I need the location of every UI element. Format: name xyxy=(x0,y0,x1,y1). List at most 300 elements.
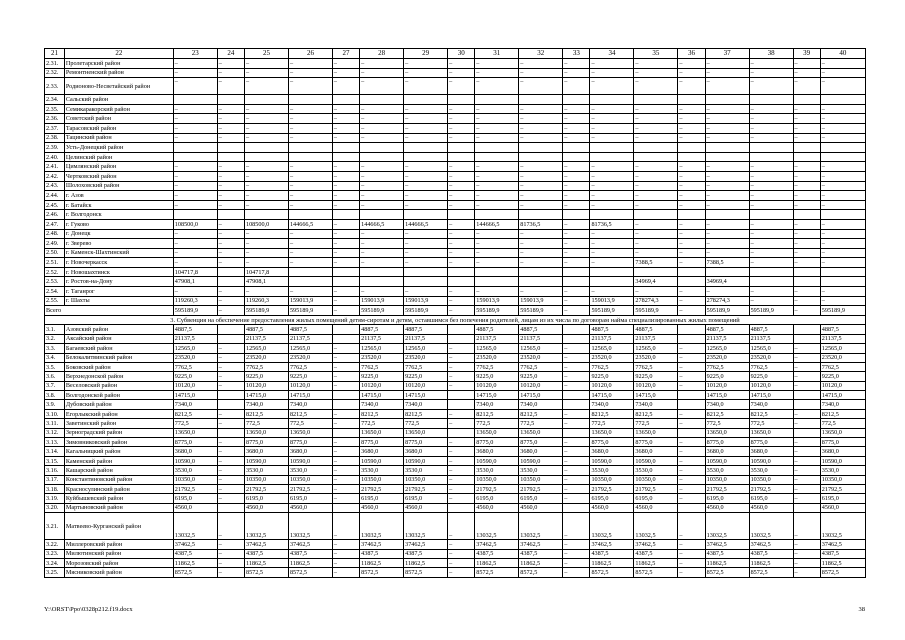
value-cell: 3680,0 xyxy=(820,447,865,456)
value-cell: – xyxy=(173,229,217,239)
value-cell xyxy=(475,277,519,287)
value-cell xyxy=(563,334,590,343)
value-cell: – xyxy=(332,549,359,558)
value-cell xyxy=(793,325,820,334)
row-code-cell: 2.33. xyxy=(45,78,65,95)
value-cell xyxy=(563,277,590,287)
value-cell xyxy=(749,143,793,153)
value-cell: – xyxy=(288,239,332,249)
value-cell: 21137,5 xyxy=(749,334,793,343)
value-cell: 21137,5 xyxy=(475,334,519,343)
value-cell: – xyxy=(217,104,244,114)
value-cell: – xyxy=(448,513,475,540)
row-code-cell: 2.40. xyxy=(45,152,65,162)
value-cell: 13032,5 xyxy=(820,513,865,540)
value-cell: – xyxy=(678,484,705,493)
value-cell: – xyxy=(288,104,332,114)
table-row xyxy=(45,143,866,153)
value-cell: – xyxy=(563,59,590,69)
value-cell: 10590,0 xyxy=(475,456,519,465)
value-cell: – xyxy=(563,200,590,210)
value-cell: 7762,5 xyxy=(173,362,217,371)
value-cell: – xyxy=(678,78,705,95)
value-cell: 9225,0 xyxy=(705,372,749,381)
value-cell: – xyxy=(634,239,678,249)
value-cell: – xyxy=(749,68,793,78)
value-cell: – xyxy=(563,475,590,484)
column-number-header: 33 xyxy=(563,49,590,59)
value-cell xyxy=(448,400,475,409)
value-cell: 7762,5 xyxy=(634,362,678,371)
value-cell: 144666,5 xyxy=(475,219,519,229)
value-cell: – xyxy=(475,114,519,124)
value-cell xyxy=(448,210,475,220)
row-code-cell: 3.2. xyxy=(45,334,65,343)
value-cell xyxy=(217,391,244,400)
value-cell: 9225,0 xyxy=(749,372,793,381)
value-cell: – xyxy=(820,114,865,124)
value-cell: 8212,5 xyxy=(288,409,332,418)
value-cell: 595189,9 xyxy=(173,306,217,316)
value-cell: 3680,0 xyxy=(590,447,634,456)
value-cell: 7762,5 xyxy=(475,362,519,371)
district-name-cell: Сальский район xyxy=(64,95,173,105)
value-cell: – xyxy=(563,549,590,558)
row-code-cell: 2.55. xyxy=(45,296,65,306)
value-cell: – xyxy=(678,59,705,69)
row-code-cell: 3.10. xyxy=(45,409,65,418)
value-cell xyxy=(678,400,705,409)
value-cell: 159013,9 xyxy=(519,296,563,306)
value-cell: 14715,0 xyxy=(634,391,678,400)
value-cell: – xyxy=(820,133,865,143)
value-cell: 10120,0 xyxy=(749,381,793,390)
value-cell: 21137,5 xyxy=(288,334,332,343)
value-cell: 8775,0 xyxy=(634,438,678,447)
value-cell: – xyxy=(448,229,475,239)
value-cell xyxy=(360,152,404,162)
value-cell: 595189,9 xyxy=(634,306,678,316)
value-cell: – xyxy=(448,68,475,78)
value-cell: 13650,0 xyxy=(244,428,288,437)
column-number-header: 26 xyxy=(288,49,332,59)
value-cell: – xyxy=(793,229,820,239)
value-cell: – xyxy=(475,258,519,268)
value-cell: – xyxy=(678,381,705,390)
value-cell: – xyxy=(448,306,475,316)
value-cell xyxy=(519,143,563,153)
value-cell: 13032,5 xyxy=(360,513,404,540)
value-cell: – xyxy=(563,466,590,475)
value-cell: – xyxy=(563,568,590,577)
table-row xyxy=(45,540,866,549)
value-cell: – xyxy=(563,171,590,181)
value-cell: – xyxy=(563,68,590,78)
table-row xyxy=(45,558,866,567)
value-cell: 8775,0 xyxy=(749,438,793,447)
value-cell: – xyxy=(173,181,217,191)
row-code-cell: 2.39. xyxy=(45,143,65,153)
column-number-header: 25 xyxy=(244,49,288,59)
value-cell: – xyxy=(244,200,288,210)
value-cell xyxy=(288,210,332,220)
value-cell: – xyxy=(332,568,359,577)
value-cell: – xyxy=(244,114,288,124)
value-cell xyxy=(678,267,705,277)
table-row xyxy=(45,104,866,114)
value-cell: – xyxy=(448,353,475,362)
value-cell: – xyxy=(360,239,404,249)
row-code-cell: 2.38. xyxy=(45,133,65,143)
value-cell: 772,5 xyxy=(590,419,634,428)
value-cell: – xyxy=(244,104,288,114)
table-row xyxy=(45,344,866,353)
value-cell: – xyxy=(475,104,519,114)
value-cell: 21792,5 xyxy=(749,484,793,493)
value-cell: – xyxy=(448,181,475,191)
value-cell: 21792,5 xyxy=(173,484,217,493)
value-cell xyxy=(360,210,404,220)
value-cell: 34969,4 xyxy=(705,277,749,287)
district-name-cell: Пролетарский район xyxy=(64,59,173,69)
value-cell: – xyxy=(563,296,590,306)
column-number-header: 36 xyxy=(678,49,705,59)
value-cell: 6195,0 xyxy=(288,494,332,503)
table-row xyxy=(45,248,866,258)
table-row xyxy=(45,409,866,418)
value-cell: – xyxy=(332,171,359,181)
value-cell: 21137,5 xyxy=(360,334,404,343)
value-cell: 21137,5 xyxy=(173,334,217,343)
table-row xyxy=(45,428,866,437)
value-cell xyxy=(360,267,404,277)
value-cell: 772,5 xyxy=(519,419,563,428)
value-cell: – xyxy=(705,171,749,181)
district-name-cell: Дубовский район xyxy=(64,400,173,409)
total-label-cell: Всего xyxy=(45,306,174,316)
value-cell: – xyxy=(590,68,634,78)
value-cell: – xyxy=(793,372,820,381)
value-cell: – xyxy=(217,296,244,306)
district-name-cell: Цимлянский район xyxy=(64,162,173,172)
row-code-cell: 3.22. xyxy=(45,540,65,549)
value-cell: – xyxy=(448,438,475,447)
district-name-cell: Каменский район xyxy=(64,456,173,465)
column-number-header: 39 xyxy=(793,49,820,59)
value-cell: – xyxy=(217,306,244,316)
value-cell: – xyxy=(404,114,448,124)
value-cell xyxy=(563,143,590,153)
value-cell xyxy=(332,503,359,512)
value-cell: – xyxy=(590,133,634,143)
value-cell: 10590,0 xyxy=(519,456,563,465)
value-cell: 7340,0 xyxy=(404,400,448,409)
value-cell: 23520,0 xyxy=(173,353,217,362)
value-cell: – xyxy=(360,114,404,124)
value-cell: – xyxy=(678,568,705,577)
value-cell: – xyxy=(475,133,519,143)
value-cell: – xyxy=(288,123,332,133)
value-cell: – xyxy=(563,104,590,114)
value-cell: – xyxy=(793,239,820,249)
row-code-cell: 2.32. xyxy=(45,68,65,78)
value-cell xyxy=(332,400,359,409)
value-cell xyxy=(173,210,217,220)
value-cell: – xyxy=(217,229,244,239)
value-cell xyxy=(793,210,820,220)
value-cell xyxy=(448,428,475,437)
value-cell: – xyxy=(793,438,820,447)
value-cell: – xyxy=(519,123,563,133)
row-code-cell: 2.34. xyxy=(45,95,65,105)
table-row xyxy=(45,171,866,181)
district-name-cell: Мартыновский район xyxy=(64,503,173,512)
value-cell: – xyxy=(590,171,634,181)
value-cell xyxy=(519,95,563,105)
value-cell: – xyxy=(217,123,244,133)
value-cell: 9225,0 xyxy=(173,372,217,381)
table-row xyxy=(45,181,866,191)
value-cell xyxy=(590,267,634,277)
value-cell: 7762,5 xyxy=(244,362,288,371)
value-cell xyxy=(217,143,244,153)
district-name-cell: Верхнедонской район xyxy=(64,372,173,381)
value-cell: – xyxy=(448,59,475,69)
value-cell: – xyxy=(678,181,705,191)
value-cell: – xyxy=(793,447,820,456)
value-cell: 595189,9 xyxy=(519,306,563,316)
value-cell: – xyxy=(793,494,820,503)
table-row xyxy=(45,466,866,475)
value-cell: – xyxy=(360,181,404,191)
value-cell: 8775,0 xyxy=(705,438,749,447)
value-cell: 4887,5 xyxy=(820,325,865,334)
value-cell: – xyxy=(173,123,217,133)
value-cell xyxy=(793,334,820,343)
value-cell: – xyxy=(705,200,749,210)
value-cell: 8212,5 xyxy=(705,409,749,418)
value-cell: 6195,0 xyxy=(475,494,519,503)
value-cell: – xyxy=(749,258,793,268)
value-cell: 10120,0 xyxy=(705,381,749,390)
value-cell: – xyxy=(793,78,820,95)
value-cell xyxy=(288,277,332,287)
value-cell: 9225,0 xyxy=(820,372,865,381)
value-cell: – xyxy=(288,248,332,258)
value-cell: – xyxy=(563,229,590,239)
value-cell: 3680,0 xyxy=(404,447,448,456)
value-cell xyxy=(563,152,590,162)
page-number: 38 xyxy=(858,606,865,613)
value-cell: 6195,0 xyxy=(519,494,563,503)
value-cell: 8775,0 xyxy=(590,438,634,447)
district-name-cell: г. Донецк xyxy=(64,229,173,239)
value-cell: – xyxy=(448,494,475,503)
value-cell: – xyxy=(244,162,288,172)
value-cell: 108500,0 xyxy=(244,219,288,229)
value-cell: – xyxy=(360,123,404,133)
value-cell: – xyxy=(173,258,217,268)
value-cell: – xyxy=(634,133,678,143)
value-cell: – xyxy=(793,104,820,114)
value-cell: 7762,5 xyxy=(404,362,448,371)
value-cell: – xyxy=(793,344,820,353)
district-name-cell: Целинский район xyxy=(64,152,173,162)
value-cell: 14715,0 xyxy=(705,391,749,400)
value-cell: – xyxy=(448,287,475,297)
value-cell: – xyxy=(563,438,590,447)
value-cell: 13032,5 xyxy=(404,513,448,540)
value-cell: 3680,0 xyxy=(173,447,217,456)
value-cell: 4560,0 xyxy=(288,503,332,512)
value-cell: – xyxy=(217,419,244,428)
value-cell: – xyxy=(590,200,634,210)
value-cell: – xyxy=(793,353,820,362)
value-cell xyxy=(519,277,563,287)
value-cell: 13032,5 xyxy=(705,513,749,540)
value-cell: – xyxy=(332,200,359,210)
value-cell: 13032,5 xyxy=(288,513,332,540)
value-cell: 4387,5 xyxy=(475,549,519,558)
value-cell: 3530,0 xyxy=(288,466,332,475)
value-cell: 10120,0 xyxy=(519,381,563,390)
district-name-cell: Усть-Донецкий район xyxy=(64,143,173,153)
value-cell: – xyxy=(793,287,820,297)
value-cell: 159013,9 xyxy=(288,296,332,306)
value-cell: – xyxy=(820,191,865,201)
value-cell: 10120,0 xyxy=(360,381,404,390)
value-cell: 11862,5 xyxy=(705,558,749,567)
value-cell: – xyxy=(244,133,288,143)
row-code-cell: 3.24. xyxy=(45,558,65,567)
value-cell: – xyxy=(793,362,820,371)
value-cell: 4387,5 xyxy=(705,549,749,558)
value-cell: 3680,0 xyxy=(475,447,519,456)
value-cell: 3680,0 xyxy=(244,447,288,456)
value-cell: – xyxy=(332,344,359,353)
value-cell xyxy=(705,267,749,277)
value-cell: 3530,0 xyxy=(360,466,404,475)
value-cell: 3680,0 xyxy=(749,447,793,456)
value-cell xyxy=(448,325,475,334)
value-cell: – xyxy=(332,419,359,428)
column-number-header: 23 xyxy=(173,49,217,59)
value-cell: 4560,0 xyxy=(475,503,519,512)
value-cell: – xyxy=(563,133,590,143)
value-cell: – xyxy=(678,114,705,124)
value-cell: – xyxy=(749,104,793,114)
value-cell: – xyxy=(678,456,705,465)
value-cell: – xyxy=(590,123,634,133)
value-cell: 7340,0 xyxy=(244,400,288,409)
value-cell: – xyxy=(404,191,448,201)
value-cell: 8212,5 xyxy=(475,409,519,418)
value-cell: 8775,0 xyxy=(288,438,332,447)
value-cell: 13032,5 xyxy=(173,513,217,540)
value-cell: – xyxy=(705,78,749,95)
value-cell: – xyxy=(217,494,244,503)
value-cell: – xyxy=(332,248,359,258)
value-cell: – xyxy=(563,353,590,362)
value-cell: 6195,0 xyxy=(244,494,288,503)
value-cell: – xyxy=(634,200,678,210)
value-cell: 10590,0 xyxy=(288,456,332,465)
value-cell: – xyxy=(793,59,820,69)
value-cell: – xyxy=(705,123,749,133)
value-cell: – xyxy=(519,114,563,124)
value-cell: – xyxy=(678,475,705,484)
value-cell: – xyxy=(217,558,244,567)
value-cell xyxy=(244,143,288,153)
value-cell: – xyxy=(563,381,590,390)
value-cell: – xyxy=(590,181,634,191)
value-cell: – xyxy=(475,229,519,239)
value-cell: – xyxy=(678,438,705,447)
value-cell: – xyxy=(448,381,475,390)
value-cell: – xyxy=(244,248,288,258)
district-name-cell: Заветинский район xyxy=(64,419,173,428)
value-cell: 11862,5 xyxy=(590,558,634,567)
value-cell: – xyxy=(519,258,563,268)
column-number-header: 28 xyxy=(360,49,404,59)
value-cell: 595189,9 xyxy=(590,306,634,316)
value-cell: – xyxy=(332,438,359,447)
value-cell: – xyxy=(404,104,448,114)
value-cell: – xyxy=(749,162,793,172)
value-cell: – xyxy=(217,549,244,558)
value-cell: 10590,0 xyxy=(244,456,288,465)
value-cell: 10590,0 xyxy=(820,456,865,465)
value-cell: – xyxy=(749,200,793,210)
value-cell: 8212,5 xyxy=(634,409,678,418)
table-row xyxy=(45,549,866,558)
value-cell: 13650,0 xyxy=(475,428,519,437)
value-cell: 8572,5 xyxy=(749,568,793,577)
value-cell: – xyxy=(793,181,820,191)
value-cell: 37462,5 xyxy=(590,540,634,549)
value-cell: 4387,5 xyxy=(360,549,404,558)
budget-table xyxy=(44,48,866,578)
value-cell: 6195,0 xyxy=(634,494,678,503)
value-cell: – xyxy=(332,68,359,78)
value-cell: – xyxy=(563,181,590,191)
value-cell: – xyxy=(448,372,475,381)
value-cell: 4887,5 xyxy=(634,325,678,334)
value-cell: – xyxy=(519,248,563,258)
value-cell: – xyxy=(448,239,475,249)
value-cell: – xyxy=(360,104,404,114)
value-cell: 14715,0 xyxy=(820,391,865,400)
value-cell xyxy=(332,95,359,105)
value-cell: – xyxy=(332,558,359,567)
column-number-header: 29 xyxy=(404,49,448,59)
value-cell xyxy=(749,267,793,277)
value-cell: 8572,5 xyxy=(173,568,217,577)
value-cell: 13032,5 xyxy=(634,513,678,540)
value-cell: – xyxy=(563,540,590,549)
value-cell: 3530,0 xyxy=(749,466,793,475)
row-code-cell: 3.25. xyxy=(45,568,65,577)
value-cell: – xyxy=(173,248,217,258)
value-cell: – xyxy=(820,219,865,229)
value-cell: – xyxy=(519,133,563,143)
value-cell: 10120,0 xyxy=(634,381,678,390)
value-cell: – xyxy=(475,162,519,172)
value-cell: – xyxy=(332,191,359,201)
column-number-header: 34 xyxy=(590,49,634,59)
value-cell: 3530,0 xyxy=(519,466,563,475)
value-cell: – xyxy=(563,447,590,456)
